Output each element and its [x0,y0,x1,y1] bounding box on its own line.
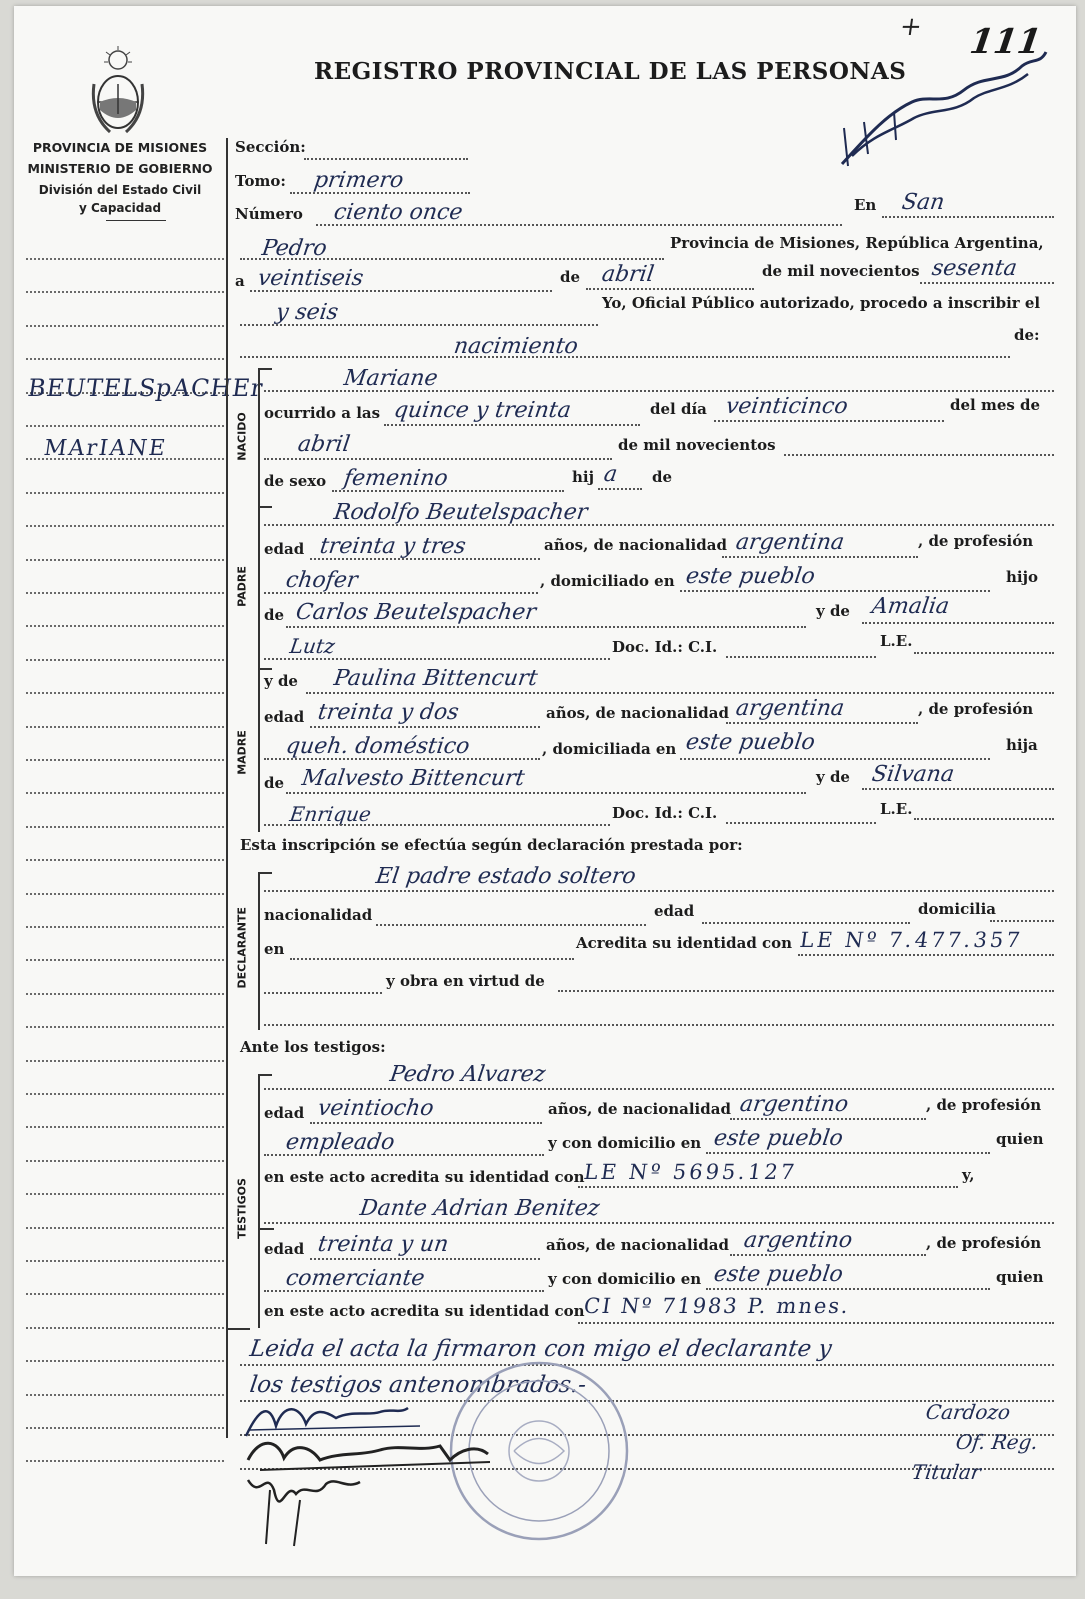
nacido-section-label: NACIDO [235,412,249,461]
padre-profesion: chofer [284,568,360,593]
anio2-line [240,324,598,326]
declarante-edad-label: edad [654,902,695,920]
hij-label: hij [572,468,595,486]
hora-line [384,424,640,426]
testigo2-acredita-line [578,1322,1054,1324]
margin-rule [26,1260,224,1262]
madre-y-de-label2: y de [816,768,850,786]
madre-nombre: Paulina Bittencurt [332,666,540,691]
declarante-domicilia-label: domicilia [918,900,997,918]
margin-rule [26,859,224,861]
madre-domicilio: este pueblo [684,730,817,755]
padre-nacionalidad: argentina [734,530,846,555]
de-colon: de: [1014,326,1040,344]
margin-rule [26,325,224,327]
testigo2-anios-label: años, de nacionalidad [546,1236,729,1254]
mes-value: abril [600,262,656,287]
madre-madre2-line [264,824,610,826]
declarante-obra-line [558,990,1054,992]
tomo-label: Tomo: [235,172,286,190]
official-signature-3: Titular [910,1460,983,1484]
lugar-line [240,258,664,260]
margin-rule [26,559,224,561]
acto-value: nacimiento [452,334,580,359]
padre-edad-value: treinta y tres [318,534,468,559]
lugar-value: Pedro [260,236,329,261]
testigo2-dom-line [706,1288,990,1290]
declarante-edad-line [702,922,910,924]
margin-rule [26,1394,224,1396]
yo-text: Yo, Oficial Público autorizado, procedo a inscribir el [602,294,1041,312]
testigo1-y-label: y, [962,1166,975,1184]
padre-profesion-label: , de profesión [918,532,1034,550]
testigo1-profesion: empleado [284,1130,397,1155]
testigo1-nombre-line [264,1088,1054,1090]
testigo2-quien-label: quien [996,1268,1044,1286]
padre-dom-line [680,590,990,592]
anio-value-2: y seis [274,300,340,325]
margin-rule [26,492,224,494]
en-value: San [900,190,947,215]
declarante-nombre-line [264,890,1054,892]
margin-rule [26,1026,224,1028]
padre-doc-line [726,656,876,658]
mes-line [586,288,754,290]
de-label: de [560,268,581,286]
testigo1-domicilio: este pueblo [712,1126,845,1151]
testigo2-acredita: CI Nº 71983 P. mnes. [582,1294,852,1318]
madre-doc-label: Doc. Id.: C.I. [612,804,718,822]
madre-de-madre-2: Enrique [288,802,373,826]
margin-rule [26,826,224,828]
margin-rule [26,1126,224,1128]
numero-value: ciento once [332,200,465,225]
padre-y-de-label: y de [816,602,850,620]
nacido-dia-line [714,420,944,422]
madre-nac-line [726,722,918,724]
anio-value-1: sesenta [930,256,1019,281]
madre-padre-line [286,792,806,794]
madre-y-de-label: y de [264,672,298,690]
madre-edad-value: treinta y dos [316,700,461,725]
margin-rule [26,1293,224,1295]
a-label: a [235,272,245,290]
margin-rule [26,1360,224,1362]
hij-de-label: de [652,468,673,486]
margin-surname: BEUTELSpACHEr [26,374,266,402]
margin-rule [26,1427,224,1429]
margin-rule [26,291,224,293]
official-signature-2: Of. Reg. [954,1430,1040,1454]
declarante-acredita-value: LE Nº 7.477.357 [798,928,1025,952]
padre-de-madre: Malvesto Bittencurt [300,766,527,791]
testigo1-prof-line [264,1154,544,1156]
margin-rule [26,926,224,928]
ocurrido-label: ocurrido a las [264,404,381,422]
declarante-dom-line [990,920,1054,922]
declarante-obra-pre-line [264,992,382,994]
testigo2-domicilio-label: y con domicilio en [548,1270,702,1288]
document-title: REGISTRO PROVINCIAL DE LAS PERSONAS [314,58,907,85]
testigo2-nac-line [730,1254,926,1256]
declarante-acredita-line [798,954,1054,956]
madre-prof-line [264,758,540,760]
margin-rule [26,425,224,427]
acto-line [240,356,1010,358]
madre-dom-line [680,758,990,760]
padre-nac-line [722,556,918,558]
declarante-acredita-label: Acredita su identidad con [576,934,793,952]
padre-madre-line [862,622,1054,624]
testigo2-nombre-line [264,1222,1054,1224]
margin-rule [26,1227,224,1229]
sexo-value: femenino [342,466,450,491]
provincia-text: Provincia de Misiones, República Argentina, [670,234,1044,252]
declarante-section-label: DECLARANTE [235,907,249,989]
margin-rule [26,692,224,694]
main-column-divider [226,138,228,1438]
margin-rule [26,1460,224,1462]
padre-le-label: L.E. [880,632,913,650]
madre-profesion: queh. doméstico [284,734,472,759]
testigo2-profesion: comerciante [284,1266,427,1291]
testigos-intro: Ante los testigos: [240,1038,386,1056]
padre-doc-label: Doc. Id.: C.I. [612,638,718,656]
anio-line [920,282,1054,284]
margin-rule [26,726,224,728]
padre-bracket [258,506,272,668]
left-panel-divider [106,220,166,221]
testigo1-nacionalidad: argentino [738,1092,850,1117]
margin-rule [26,1093,224,1095]
margin-rule [26,358,224,360]
madre-profesion-label: , de profesión [918,700,1034,718]
testigo2-edad-line [310,1258,540,1260]
madre-de-label: de [264,774,285,792]
nacido-nombre: Mariane [342,366,440,391]
madre-le-label: L.E. [880,800,913,818]
testigo1-nac-line [730,1118,926,1120]
del-mes-label: del mes de [950,396,1041,414]
testigo2-nombre: Dante Adrian Benitez [358,1196,602,1221]
testigo2-domicilio: este pueblo [712,1262,845,1287]
testigo1-acredita-label: en este acto acredita su identidad con [264,1168,585,1186]
nacido-nombre-line [264,390,1054,392]
coat-of-arms-emblem [86,44,150,140]
declarante-nombre: El padre estado soltero [374,864,638,889]
margin-rule [26,625,224,627]
madre-madre-line [862,788,1054,790]
testigo2-prof-line [264,1290,544,1292]
testigo1-anios-label: años, de nacionalidad [548,1100,731,1118]
margin-rule [26,592,224,594]
padre-de-padre: Carlos Beutelspacher [294,600,538,625]
madre-nombre-line [306,692,1054,694]
madre-doc-line [726,822,876,824]
hora-value: quince y treinta [392,398,573,423]
margin-rule [26,1193,224,1195]
margin-rule [26,893,224,895]
marginal-note-signature [834,44,1054,174]
page-number: 111 [967,22,1044,62]
madre-le-line [914,818,1054,820]
madre-de-padre-2: Lutz [288,634,337,658]
del-dia-label: del día [650,400,707,418]
nacido-mes-value: abril [296,432,352,457]
margin-rule [26,258,224,260]
padre-nombre: Rodolfo Beutelspacher [332,500,590,525]
margin-rule [26,993,224,995]
closing-divider [226,1328,250,1330]
margin-rule [26,1327,224,1329]
declarante-en-line [290,958,574,960]
testigo1-edad-line [310,1122,542,1124]
declarante-obra-label: y obra en virtud de [386,972,545,990]
mil-novecientos-text: de mil novecientos [762,262,920,280]
padre-nombre-line [264,524,1054,526]
closing-line-1-rule [240,1364,1054,1366]
margin-rule [26,525,224,527]
margin-rule [26,1160,224,1162]
cross-mark: + [897,12,924,42]
closing-line-2: los testigos antenombrados.- [248,1372,588,1398]
nacido-mes-line [264,458,612,460]
testigo1-profesion-label: , de profesión [926,1096,1042,1114]
margin-rule [26,1060,224,1062]
margin-rule [26,792,224,794]
declarante-nac-line [376,924,646,926]
testigo1-acredita-line [578,1186,958,1188]
dia-value: veintiseis [256,266,365,291]
testigo1-domicilio-label: y con domicilio en [548,1134,702,1152]
seccion-line [304,158,468,160]
padre-prof-line [264,592,538,594]
padre-anios-label: años, de nacionalidad [544,536,727,554]
padre-domicilio: este pueblo [684,564,817,589]
madre-nacionalidad: argentina [734,696,846,721]
testigo1-quien-label: quien [996,1130,1044,1148]
testigo1-edad: veintiocho [316,1096,436,1121]
padre-padre-line [286,626,806,628]
nacido-anio-line [784,454,1054,456]
en-label: En [854,196,877,214]
declaracion-intro: Esta inscripción se efectúa según declaración prestada por: [240,836,743,854]
padre-madre2-line [264,658,610,660]
testigo-divider [260,1228,274,1230]
madre-domiciliada-label: , domiciliada en [542,740,677,758]
en-line [882,216,1054,218]
testigo2-edad-label: edad [264,1240,305,1258]
padre-edad-label: edad [264,540,305,558]
testigo2-profesion-label: , de profesión [926,1234,1042,1252]
padre-section-label: PADRE [235,566,249,607]
testigo1-nombre: Pedro Alvarez [388,1062,548,1087]
madre-de-padre-1: Amalia [870,594,951,619]
official-signature-1: Cardozo [924,1400,1012,1424]
testigo2-nacionalidad: argentino [742,1228,854,1253]
declarante-extra-line [264,1024,1054,1026]
declarante-nacionalidad-label: nacionalidad [264,906,373,924]
madre-bracket [258,668,272,832]
numero-label: Número [235,205,303,223]
padre-de-label: de [264,606,285,624]
madre-anios-label: años, de nacionalidad [546,704,729,722]
margin-given-name: MArIANE [42,436,169,461]
padre-le-line [914,652,1054,654]
birth-record-page [14,6,1076,1576]
testigo1-acredita: LE Nº 5695.127 [582,1160,799,1184]
madre-edad-label: edad [264,708,305,726]
closing-line-1: Leida el acta la firmaron con migo el declarante y [248,1336,834,1362]
sexo-label: de sexo [264,472,327,490]
padre-domiciliado-label: , domiciliado en [540,572,675,590]
testigos-section-label: TESTIGOS [235,1178,249,1239]
witness2-signature [240,1460,410,1550]
madre-de-madre-1: Silvana [870,762,956,787]
testigo2-acredita-label: en este acto acredita su identidad con [264,1302,585,1320]
capacidad-label: y Capacidad [78,201,162,215]
nacido-mil-label: de mil novecientos [618,436,776,454]
nacido-dia-value: veinticinco [724,394,850,419]
province-label: PROVINCIA DE MISIONES [32,140,208,155]
testigo1-dom-line [706,1152,990,1154]
testigo1-edad-label: edad [264,1104,305,1122]
tomo-value: primero [312,168,406,193]
declarante-en-label: en [264,940,285,958]
margin-rule [26,759,224,761]
padre-hijo-label: hijo [1006,568,1039,586]
division-label: División del Estado Civil [38,183,202,197]
hij-value: a [602,462,619,487]
madre-edad-line [310,726,540,728]
ministry-label: MINISTERIO DE GOBIERNO [27,161,213,176]
margin-rule [26,659,224,661]
hij-line [598,488,642,490]
seccion-label: Sección: [235,138,306,156]
margin-rule [26,959,224,961]
testigo2-edad: treinta y un [316,1232,451,1257]
madre-hija-label: hija [1006,736,1038,754]
madre-section-label: MADRE [235,730,249,775]
